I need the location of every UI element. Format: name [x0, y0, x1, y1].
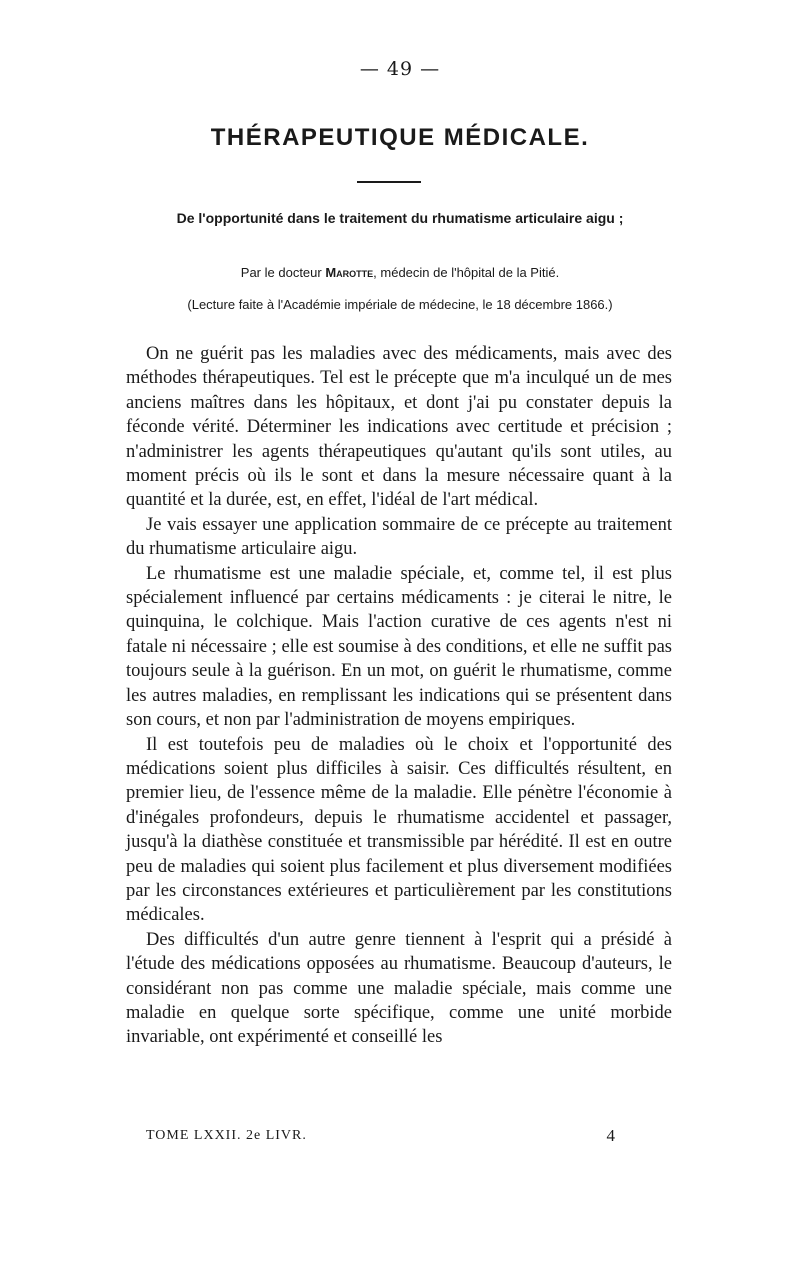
paragraph: Des difficultés d'un autre genre tiennent à l'esprit qui a présidé à l'étude des médications opposées au rhumatisme. Beaucoup d'auteurs, le considérant non pas comme une maladie spéciale, mais comme une maladie en quelque sorte spécifique, comme une unité morbide invariable, ont expérimenté et conseillé les [126, 929, 672, 1048]
article-title: De l'opportunité dans le traitement du rhumatisme articulaire aigu ; [176, 210, 624, 226]
section-title: THÉRAPEUTIQUE MÉDICALE. [210, 124, 590, 151]
byline-suffix: , médecin de l'hôpital de la Pitié. [373, 265, 560, 280]
author-name: Marotte [325, 265, 374, 280]
body-text [126, 342, 672, 1050]
volume-label: TOME LXXII. 2e LIVR. [146, 1128, 307, 1143]
signature-mark: 4 [606, 1126, 616, 1145]
footer [146, 1128, 616, 1144]
title-rule [357, 181, 421, 183]
paragraph: Le rhumatisme est une maladie spéciale, et, comme tel, il est plus spécialement influencé par certains médicaments : je citerai le nitre, le quinquina, le colchique. Mais l'action curative de ces agents n'est ni fatale ni nécessaire ; elle est soumise à des conditions, et elle ne suffit pas toujours seule à la guérison. En un mot, on guérit le rhumatisme, comme les autres maladies, en remplissant les indications qui se présentent dans son cours, et non par l'administration de moyens empiriques. [126, 563, 672, 731]
paragraph: On ne guérit pas les maladies avec des médicaments, mais avec des méthodes thérapeutiques. Tel est le précepte que m'a inculqué un de mes anciens maîtres dans les hôpitaux, et dont j'ai pu constater depuis la féconde vérité. Déterminer les indications avec certitude et précision ; n'administrer les agents thérapeutiques qu'autant qu'ils sont utiles, au moment précis où ils le sont et dans la mesure nécessaire quant à la quantité et la durée, est, en effet, l'idéal de l'art médical. [126, 344, 672, 511]
lecture-note: (Lecture faite à l'Académie impériale de médecine, le 18 décembre 1866.) [187, 297, 613, 312]
byline [100, 265, 700, 280]
paragraph: Je vais essayer une application sommaire de ce précepte au traitement du rhumatisme articulaire aigu. [126, 514, 672, 560]
byline-prefix: Par le docteur [240, 265, 326, 280]
paragraph: Il est toutefois peu de maladies où le choix et l'opportunité des médications soient plus difficiles à saisir. Ces difficultés résultent, en premier lieu, de l'essence même de la maladie. Elle pénètre l'économie à d'inégales profondeurs, depuis le rhumatisme accidentel et passager, jusqu'à la diathèse constituée et transmissible par hérédité. Il est en outre peu de maladies qui soient plus facilement et plus diversement modifiées par les circonstances extérieures et particulièrement par les constitutions médicales. [126, 734, 672, 926]
page-number: — 49 — [359, 58, 441, 80]
